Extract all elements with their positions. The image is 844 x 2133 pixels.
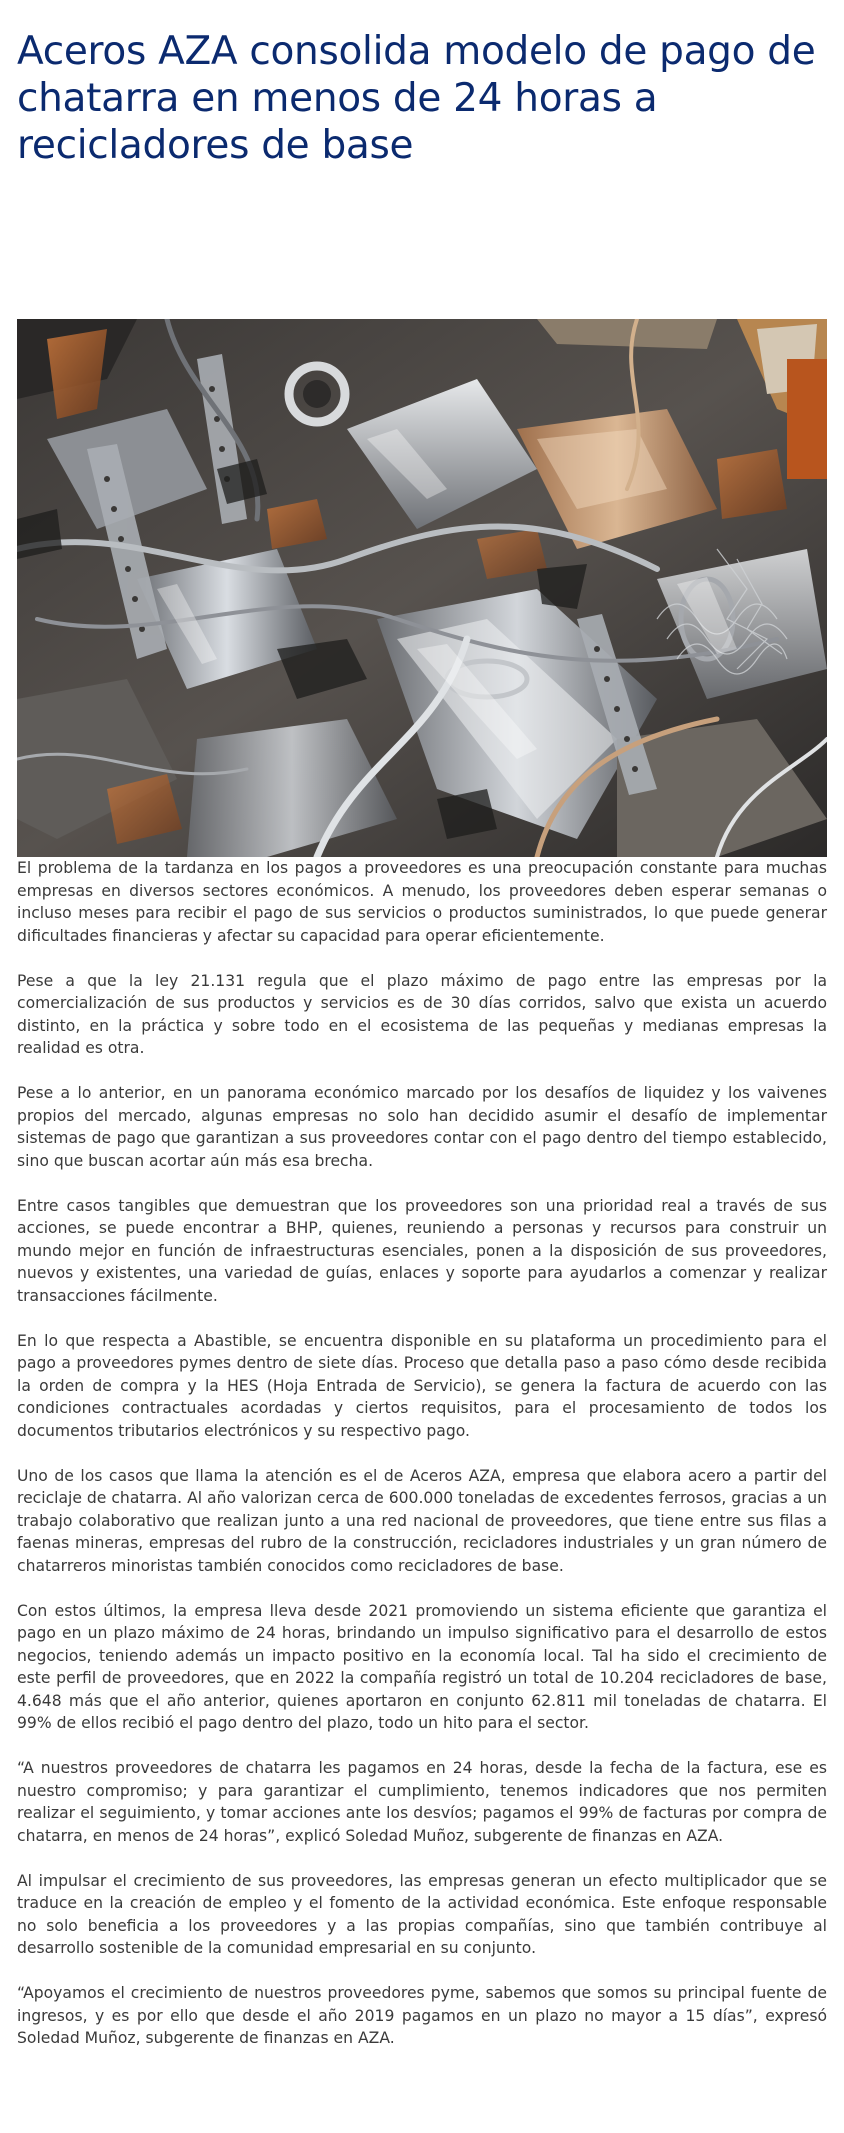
scrap-metal-illustration: [17, 319, 827, 857]
article-paragraph: “A nuestros proveedores de chatarra les pagamos en 24 horas, desde la fecha de la factura, ese es nuestro compromiso; y para garantizar el cumplimiento, tenemos indicadores que nos permiten realizar el seguimiento, y tomar acciones ante los desvíos; pagamos el 99% de facturas por compra de chatarra, en menos de 24 horas”, explicó Soledad Muñoz, subgerente de finanzas en AZA.: [17, 1759, 827, 1845]
article: [17, 0, 827, 2047]
article-paragraph: En lo que respecta a Abastible, se encuentra disponible en su plataforma un procedimiento para el pago a proveedores pymes dentro de siete días. Proceso que detalla paso a paso cómo desde recibida la orden de compra y la HES (Hoja Entrada de Servicio), se genera la factura de acuerdo con las condiciones contractuales acordadas y ciertos requisitos, para el procesamiento de todos los documentos tributarios electrónicos y su respectivo pago.: [17, 1331, 827, 1440]
article-paragraph: Con estos últimos, la empresa lleva desde 2021 promoviendo un sistema eficiente que garantiza el pago en un plazo máximo de 24 horas, brindando un impulso significativo para el desarrollo de estos negocios, teniendo además un impacto positivo en la economía local. Tal ha sido el crecimiento de este perfil de proveedores, que en 2022 la compañía registró un total de 10.204 recicladores de base, 4.648 más que el año anterior, quienes aportaron en conjunto 62.811 mil toneladas de chatarra. El 99% de ellos recibió el pago dentro del plazo, todo un hito para el sector.: [17, 1601, 827, 1732]
article-paragraph: Pese a que la ley 21.131 regula que el plazo máximo de pago entre las empresas por la comercialización de sus productos y servicios es de 30 días corridos, salvo que exista un acuerdo distinto, en la práctica y sobre todo en el ecosistema de las pequeñas y medianas empresas la realidad es otra.: [17, 971, 827, 1057]
article-paragraph: “Apoyamos el crecimiento de nuestros proveedores pyme, sabemos que somos su principal fuente de ingresos, y es por ello que desde el año 2019 pagamos en un plazo no mayor a 15 días”, expresó Soledad Muñoz, subgerente de finanzas en AZA.: [17, 1984, 827, 2047]
article-paragraph: Uno de los casos que llama la atención es el de Aceros AZA, empresa que elabora acero a partir del reciclaje de chatarra. Al año valorizan cerca de 600.000 toneladas de excedentes ferrosos, gracias a un trabajo colaborativo que realizan junto a una red nacional de proveedores, que tiene entre sus filas a faenas mineras, empresas del rubro de la construcción, recicladores industriales y un gran número de chatarreros minoristas también conocidos como recicladores de base.: [17, 1466, 827, 1575]
article-paragraph: El problema de la tardanza en los pagos a proveedores es una preocupación constante para muchas empresas en diversos sectores económicos. A menudo, los proveedores deben esperar semanas o incluso meses para recibir el pago de sus servicios o productos suministrados, lo que puede generar dificultades financieras y afectar su capacidad para operar eficientemente.: [17, 859, 827, 945]
article-paragraph: Entre casos tangibles que demuestran que los proveedores son una prioridad real a través de sus acciones, se puede encontrar a BHP, quienes, reuniendo a personas y recursos para construir un mundo mejor en función de infraestructuras esenciales, ponen a la disposición de sus proveedores, nuevos y existentes, una variedad de guías, enlaces y soporte para ayudarlos a comenzar y realizar transacciones fácilmente.: [17, 1196, 827, 1305]
article-title: Aceros AZA consolida modelo de pago de chatarra en menos de 24 horas a recicladores de base: [17, 29, 816, 168]
article-paragraph: Al impulsar el crecimiento de sus proveedores, las empresas generan un efecto multiplicador que se traduce en la creación de empleo y el fomento de la actividad económica. Este enfoque responsable no solo beneficia a los proveedores y a las propias compañías, sino que también contribuye al desarrollo sostenible de la comunidad empresarial en su conjunto.: [17, 1871, 827, 1957]
article-paragraph: Pese a lo anterior, en un panorama económico marcado por los desafíos de liquidez y los vaivenes propios del mercado, algunas empresas no solo han decidido asumir el desafío de implementar sistemas de pago que garantizan a sus proveedores contar con el pago dentro del tiempo establecido, sino que buscan acortar aún más esa brecha.: [17, 1084, 827, 1170]
article-hero-image: [17, 319, 827, 857]
article-body: [17, 857, 827, 2072]
